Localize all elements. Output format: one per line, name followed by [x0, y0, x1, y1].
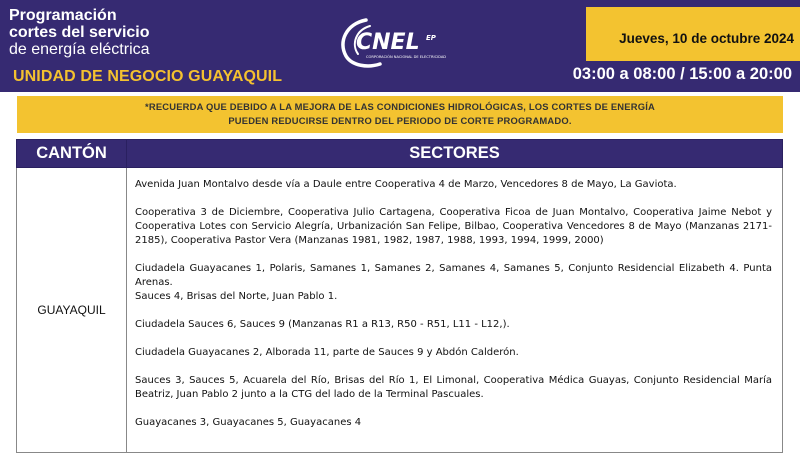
table-row	[17, 168, 783, 453]
date-box	[586, 7, 800, 61]
sector-group: Ciudadela Guayacanes 2, Alborada 11, parte de Sauces 9 y Abdón Calderón.	[135, 347, 519, 358]
title-line-2: cortes del servicio	[9, 24, 150, 41]
notice-banner	[17, 96, 783, 133]
outage-hours: 03:00 a 08:00 / 15:00 a 20:00	[572, 65, 792, 83]
sector-group: Cooperativa 3 de Diciembre, Cooperativa Julio Cartagena, Cooperativa Ficoa de Juan Montalvo, Cooperativa Jaime Nebot y Cooperativa Lotes con Servicio Alegría, Urbanización San Felipe, Bilbao, Cooperativa Vencedores 8 de Mayo (Manzanas 2171-2185), Cooperativa Pastor Vera (Manzanas 1981, 1982, 1987, 1988, 1993, 1994, 1999, 2000)	[135, 207, 772, 246]
logo-subtitle: CORPORACIÓN NACIONAL DE ELECTRICIDAD	[366, 55, 447, 59]
table-header-row	[17, 140, 783, 168]
sector-group: Ciudadela Guayacanes 1, Polaris, Samanes 1, Samanes 2, Samanes 4, Samanes 5, Conjunto Residencial Elizabeth 4. Punta Arenas.	[135, 263, 772, 288]
schedule-table	[16, 139, 783, 453]
business-unit-label: UNIDAD DE NEGOCIO GUAYAQUIL	[13, 68, 283, 85]
sector-group: Avenida Juan Montalvo desde vía a Daule entre Cooperativa 4 de Marzo, Vencedores 8 de Mayo, La Gaviota.	[135, 179, 677, 190]
sector-group: Ciudadela Sauces 6, Sauces 9 (Manzanas R1 a R13, R50 - R51, L11 - L12,).	[135, 319, 510, 330]
logo-text: CNEL	[356, 30, 420, 55]
title-line-3: de energía eléctrica	[9, 41, 150, 58]
date-text: Jueves, 10 de octubre 2024	[619, 31, 794, 46]
title-line-1: Programación	[9, 7, 117, 24]
sector-group: Sauces 3, Sauces 5, Acuarela del Río, Brisas del Río 1, El Limonal, Cooperativa Médica Guayas, Conjunto Residencial María Beatriz, Juan Pablo 2 junto a la CTG del lado de la Terminal Pascuales.	[135, 375, 772, 400]
canton-cell: GUAYAQUIL	[17, 168, 127, 453]
logo-ep: EP	[426, 34, 436, 42]
column-header-canton: CANTÓN	[17, 140, 127, 168]
sector-group: Sauces 4, Brisas del Norte, Juan Pablo 1.	[135, 291, 338, 302]
sectors-cell	[127, 168, 783, 453]
cnel-logo	[336, 14, 476, 70]
sector-group: Guayacanes 3, Guayacanes 5, Guayacanes 4	[135, 417, 362, 428]
column-header-sectors: SECTORES	[127, 140, 783, 168]
program-title	[9, 7, 150, 58]
notice-line-1: *RECUERDA QUE DEBIDO A LA MEJORA DE LAS CONDICIONES HIDROLÓGICAS, LOS CORTES DE ENERGÍA	[145, 101, 655, 112]
header-banner	[0, 0, 800, 92]
notice-line-2: PUEDEN REDUCIRSE DENTRO DEL PERIODO DE CORTE PROGRAMADO.	[228, 115, 572, 126]
